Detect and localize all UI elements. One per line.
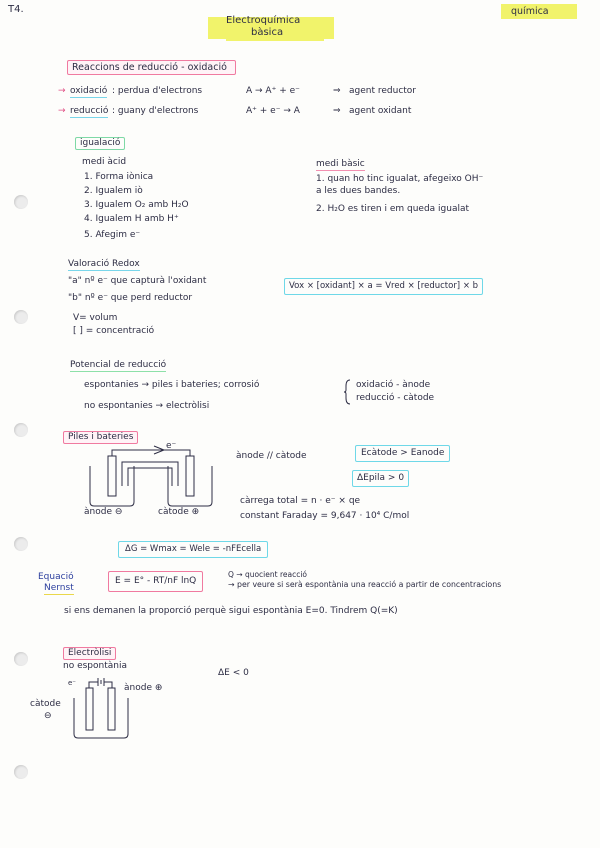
carrega-total: càrrega total = n · e⁻ × qe xyxy=(240,496,361,506)
nernst-proporcio-note: si ens demanen la proporció perquè sigui espontània E=0. Tindrem Q(=K) xyxy=(64,606,398,616)
electrolisi-subtitle: no espontània xyxy=(63,661,127,671)
electrolisi-catode: càtode xyxy=(30,699,61,709)
binder-hole xyxy=(14,195,28,209)
implies-icon: ⇒ xyxy=(333,86,341,96)
nernst-label: Nernst xyxy=(44,583,74,593)
nernst-espontania-note: → per veure si serà espontània una reacció a partir de concentracions xyxy=(228,580,502,589)
nernst-q-note: Q → quocient reacció xyxy=(228,570,308,579)
electrolisi-delta: ΔE < 0 xyxy=(218,668,249,678)
implies-icon: ⇒ xyxy=(333,106,341,116)
potencial-no-espontanies: no espontanies → electròlisi xyxy=(84,401,210,411)
electrolisi-anode: ànode ⊕ xyxy=(124,683,163,693)
binder-hole xyxy=(14,423,28,437)
valoracio-line-b: "b" nº e⁻ que perd reductor xyxy=(68,293,193,303)
electrolisi-heading: Electròlisi xyxy=(63,647,116,660)
valoracio-line-a: "a" nº e⁻ que capturà l'oxidant xyxy=(68,276,207,286)
nernst-label: Equació xyxy=(38,572,74,582)
delta-epila: ΔEpila > 0 xyxy=(352,470,409,487)
reduccio-definition: : guany d'electrons xyxy=(112,106,199,116)
ecatode-condition: Ecàtode > Eanode xyxy=(355,445,450,462)
binder-hole xyxy=(14,652,28,666)
piles-heading: Piles i bateries xyxy=(63,431,138,444)
acid-step: 4. Igualem H amb H⁺ xyxy=(84,214,179,224)
medi-acid-title: medi àcid xyxy=(82,157,127,167)
oxidacio-label: oxidació xyxy=(70,86,108,96)
pila-diagram xyxy=(88,446,218,511)
acid-step: 2. Igualem iò xyxy=(84,186,143,196)
acid-step: 3. Igualem O₂ amb H₂O xyxy=(84,200,189,210)
binder-hole xyxy=(14,310,28,324)
constant-faraday: constant Faraday = 9,647 · 10⁴ C/mol xyxy=(240,511,410,521)
oxidacio-definition: : perdua d'electrons xyxy=(112,86,203,96)
valoracio-formula: Vox × [oxidant] × a = Vred × [reductor] × b xyxy=(284,278,483,295)
reduccio-equation: A⁺ + e⁻ → A xyxy=(246,106,300,116)
reduccio-label: reducció xyxy=(70,106,109,116)
gibbs-equation: ΔG = Wmax = Wele = -nFEcella xyxy=(118,541,268,558)
valoracio-heading: Valoració Redox xyxy=(68,259,140,269)
oxidacio-anode: oxidació - ànode xyxy=(356,380,431,390)
oxidacio-equation: A → A⁺ + e⁻ xyxy=(246,86,300,96)
brace-icon xyxy=(344,379,354,405)
arrow-icon: → xyxy=(58,86,66,96)
basic-step: a les dues bandes. xyxy=(316,186,401,196)
agent-oxidant: agent oxidant xyxy=(349,106,412,116)
agent-reductor: agent reductor xyxy=(349,86,416,96)
arrow-icon: → xyxy=(58,106,66,116)
acid-step: 1. Forma iònica xyxy=(84,172,154,182)
pila-anode-label: ànode ⊖ xyxy=(84,507,123,517)
redox-heading: Reaccions de reducció - oxidació xyxy=(67,60,236,75)
binder-hole xyxy=(14,537,28,551)
binder-hole xyxy=(14,765,28,779)
acid-step: 5. Afegim e⁻ xyxy=(84,230,141,240)
pila-catode-label: càtode ⊕ xyxy=(158,507,200,517)
igualacio-heading: igualació xyxy=(75,137,125,150)
page-title: Electroquímica xyxy=(226,15,301,26)
basic-step: 2. H₂O es tiren i em queda igualat xyxy=(316,204,470,214)
nernst-formula: E = E° - RT/nF lnQ xyxy=(108,571,203,592)
electrolisi-electron: e⁻ xyxy=(68,679,77,687)
electrolisi-catode-sign: ⊖ xyxy=(44,711,52,721)
medi-basic-title: medi bàsic xyxy=(316,159,365,169)
potencial-espontanies: espontanies → piles i bateries; corrosió xyxy=(84,380,260,390)
basic-step: 1. quan ho tinc igualat, afegeixo OH⁻ xyxy=(316,174,484,184)
page-tag: T4. xyxy=(8,4,24,15)
subject-tag: química xyxy=(511,6,549,17)
pila-electron: e⁻ xyxy=(166,441,177,451)
page-subtitle: bàsica xyxy=(251,27,284,38)
potencial-heading: Potencial de reducció xyxy=(70,360,167,370)
reduccio-catode: reducció - càtode xyxy=(356,393,435,403)
valoracio-volum: V= volum xyxy=(73,313,118,323)
valoracio-concentracio: [ ] = concentració xyxy=(73,326,155,336)
electrolisi-diagram xyxy=(72,678,132,740)
anode-catode-notation: ànode // càtode xyxy=(236,451,307,461)
